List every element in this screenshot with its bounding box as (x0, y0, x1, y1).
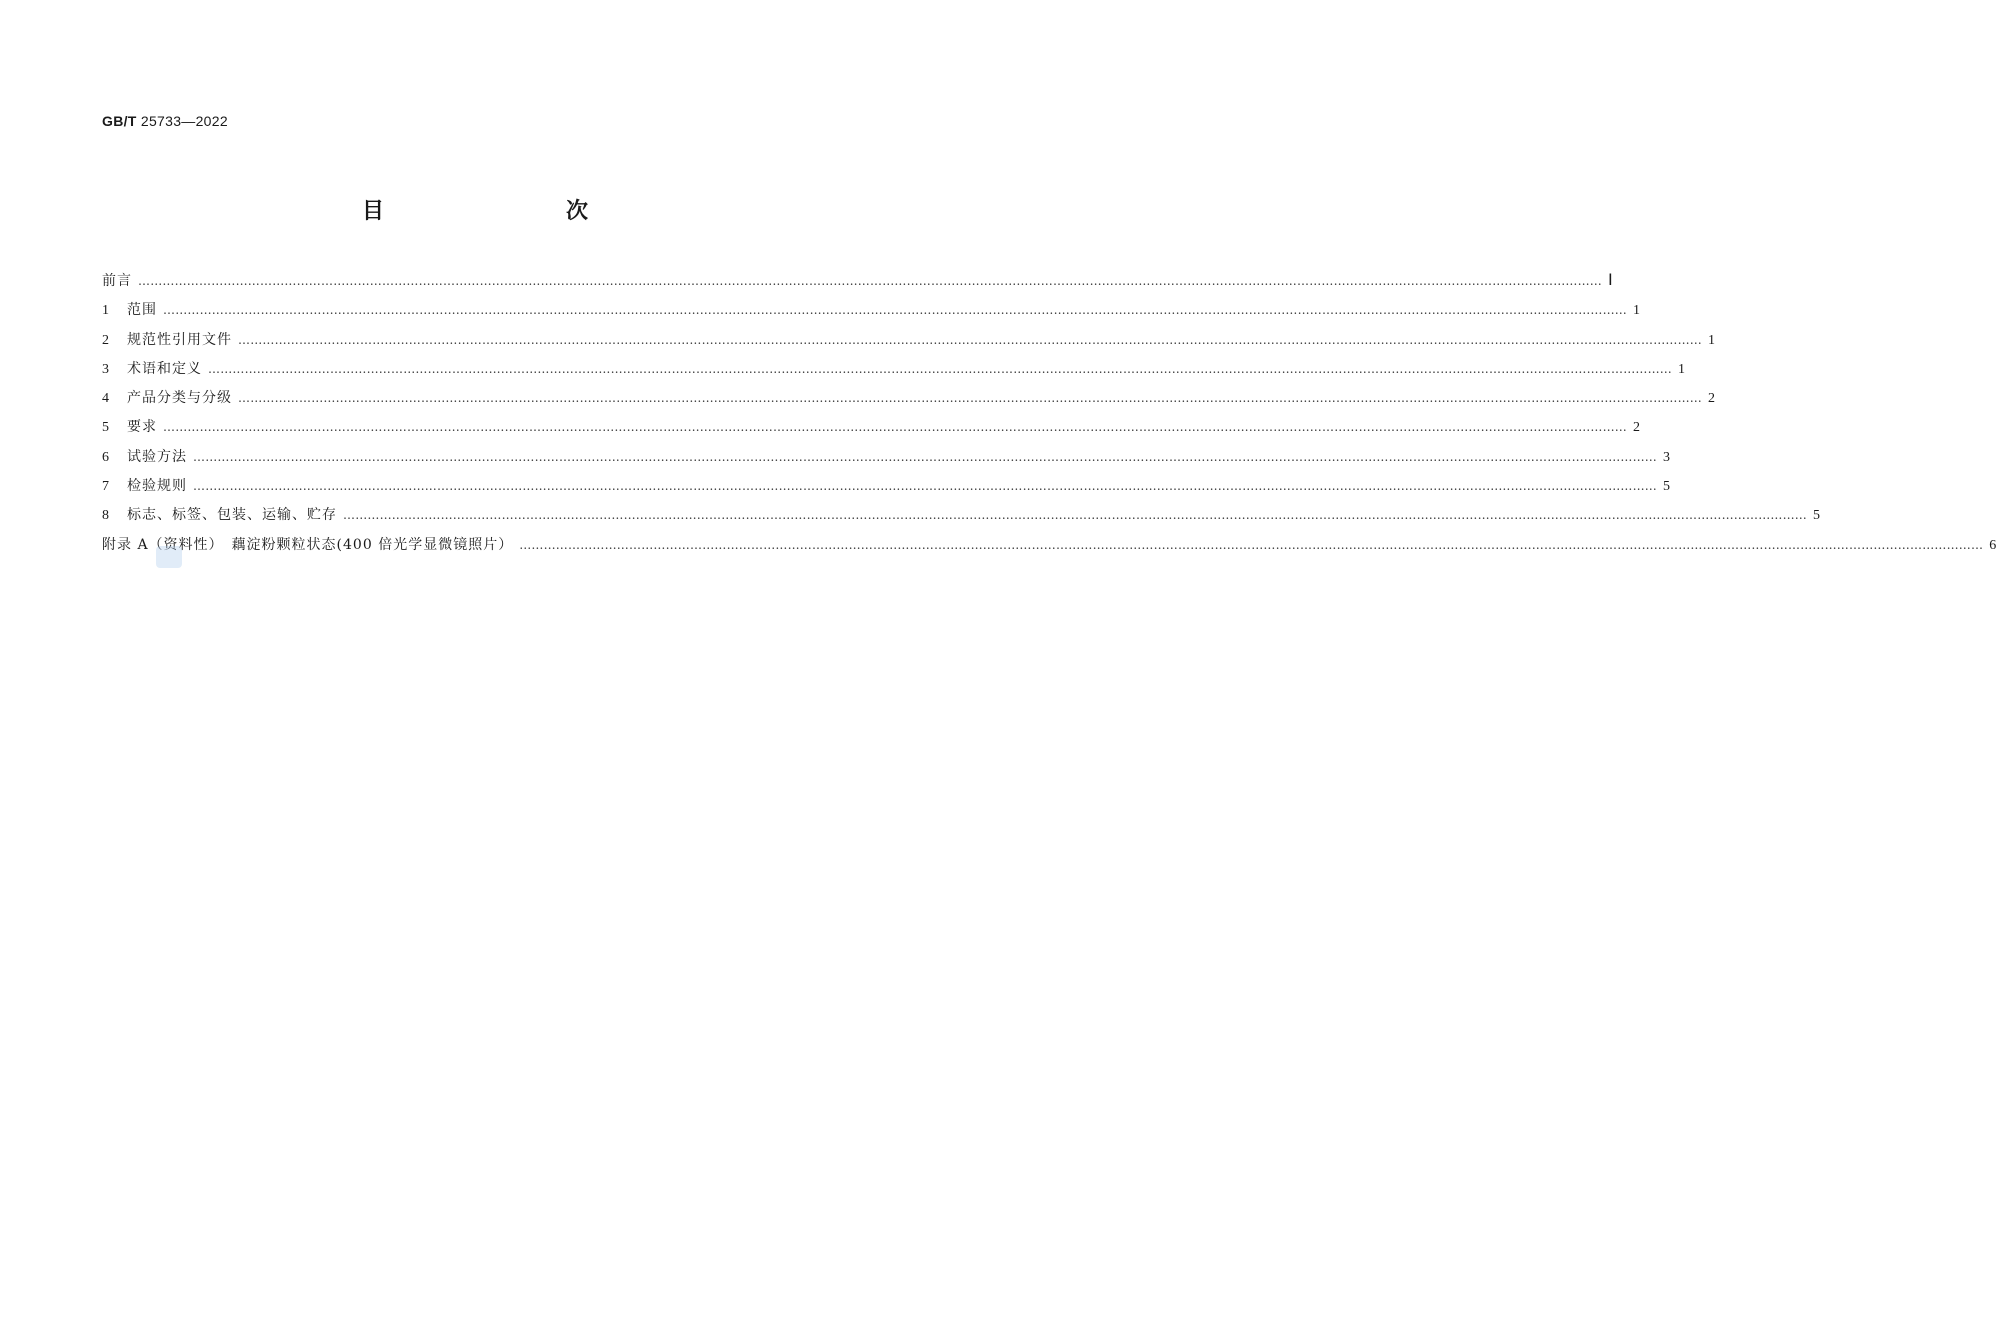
toc-entry[interactable] (102, 299, 1640, 328)
toc-entry-number: 4 (102, 391, 109, 407)
standard-number: 25733—2022 (140, 113, 228, 129)
toc-entry-page: 2 (1708, 391, 1715, 407)
toc-entry-number: 6 (102, 449, 109, 465)
toc-leader-dots: ……………………………………………………………………………………………………………………………………………………………………………………………………………………………………………………………………………………………………………………………… (208, 361, 1672, 376)
toc-entry-label: 要求 (127, 419, 157, 436)
toc-entry-label: 范围 (127, 302, 157, 319)
toc-entry-number: 2 (102, 332, 109, 348)
toc-entry-page: 5 (1663, 479, 1670, 495)
table-of-contents (102, 270, 1996, 563)
toc-entry[interactable] (102, 416, 1640, 445)
toc-entry-page: 5 (1813, 508, 1820, 524)
toc-entry-page: Ⅰ (1608, 272, 1613, 289)
toc-entry[interactable] (102, 358, 1685, 387)
toc-entry-page: 1 (1708, 332, 1715, 348)
standard-prefix: GB/T (102, 113, 137, 129)
toc-leader-dots: ……………………………………………………………………………………………………………………………………………………………………………………………………………………………………………………………………………………………………………………………… (163, 303, 1627, 318)
toc-leader-dots: ……………………………………………………………………………………………………………………………………………………………………………………………………………………………………………………………………………………………………………………………… (193, 479, 1657, 494)
toc-entry-label: 产品分类与分级 (127, 390, 232, 407)
toc-entry-page: 1 (1678, 361, 1685, 377)
toc-leader-dots: ……………………………………………………………………………………………………………………………………………………………………………………………………………………………………………………………………………………………………………………………… (163, 420, 1627, 435)
toc-entry-number: 5 (102, 420, 109, 436)
toc-entry[interactable] (102, 270, 1613, 299)
toc-entry-page: 1 (1633, 303, 1640, 319)
toc-entry-label: 术语和定义 (127, 360, 202, 377)
toc-entry-page: 3 (1663, 449, 1670, 465)
toc-leader-dots: ……………………………………………………………………………………………………………………………………………………………………………………………………………………………………………………………………………………………………………………………… (238, 391, 1702, 406)
watermark-logo (156, 546, 182, 568)
toc-entry[interactable] (102, 504, 1820, 533)
toc-entry[interactable] (102, 329, 1715, 358)
toc-leader-dots: ……………………………………………………………………………………………………………………………………………………………………………………………………………………………………………………………………………………………………………………………… (343, 508, 1807, 523)
toc-entry-page: 2 (1633, 420, 1640, 436)
toc-entry-label: 附录 A（资料性） 藕淀粉颗粒状态(400 倍光学显微镜照片） (102, 536, 514, 553)
toc-leader-dots: ……………………………………………………………………………………………………………………………………………………………………………………………………………………………………………………………………………………………………………………………… (193, 449, 1657, 464)
toc-entry-label: 前言 (102, 273, 132, 289)
toc-leader-dots: ……………………………………………………………………………………………………………………………………………………………………………………………………………………………………………………………………………………………………………………………… (138, 274, 1602, 288)
document-code (102, 113, 228, 129)
toc-entry[interactable] (102, 387, 1715, 416)
toc-leader-dots: ……………………………………………………………………………………………………………………………………………………………………………………………………………………………………………………………………………………………………………………………… (238, 332, 1702, 347)
page-title: 目 次 (361, 199, 634, 224)
toc-entry[interactable] (102, 446, 1670, 475)
toc-entry-number: 3 (102, 361, 109, 377)
toc-entry-label: 标志、标签、包装、运输、贮存 (127, 507, 337, 524)
toc-entry-page: 6 (1989, 537, 1996, 553)
toc-entry[interactable] (102, 534, 1996, 563)
toc-entry-label: 检验规则 (127, 478, 187, 495)
toc-leader-dots: ……………………………………………………………………………………………………………………………………………………………………………………………………………………………………………………………………………………………………………………………… (519, 537, 1984, 552)
toc-entry-number: 1 (102, 303, 109, 319)
toc-entry-label: 试验方法 (127, 448, 187, 465)
toc-entry-number: 7 (102, 479, 109, 495)
toc-entry-label: 规范性引用文件 (127, 331, 232, 348)
toc-entry[interactable] (102, 475, 1670, 504)
toc-entry-number: 8 (102, 508, 109, 524)
